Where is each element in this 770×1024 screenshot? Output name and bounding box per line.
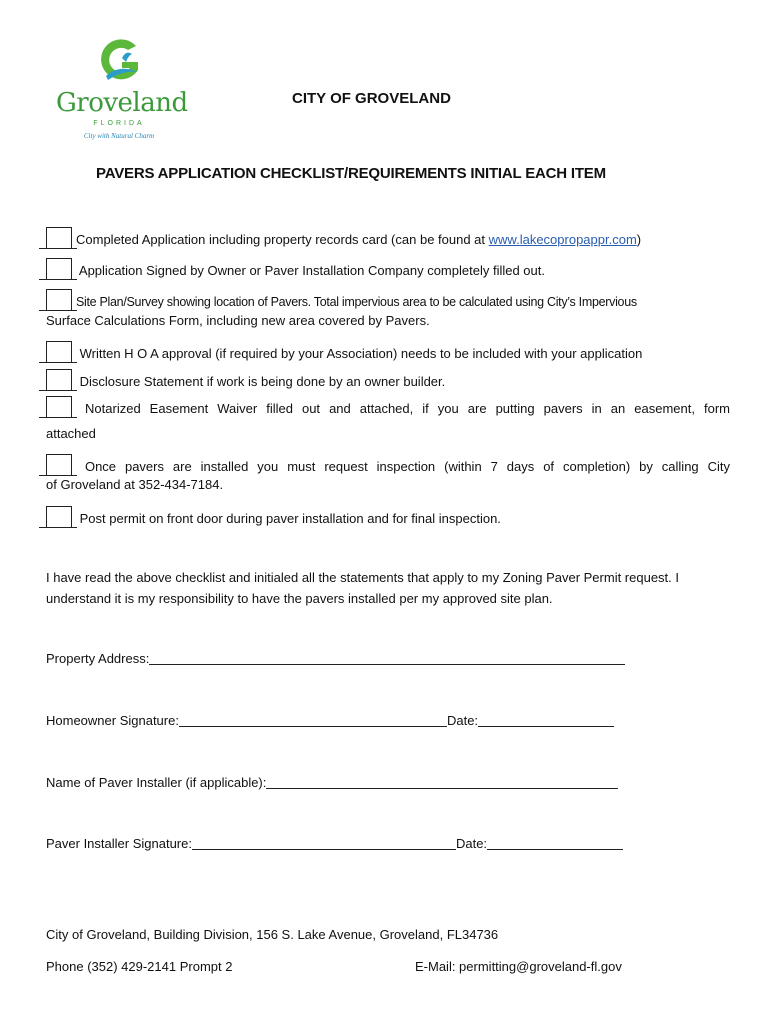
footer-address: City of Groveland, Building Division, 156 S. Lake Avenue, Groveland, FL34736 bbox=[46, 927, 499, 942]
item-text: Notarized Easement Waiver filled out and attached, if you are putting pavers in an easement, form bbox=[85, 401, 730, 416]
item-text: Once pavers are installed you must request inspection (within 7 days of completion) by calling City bbox=[84, 459, 730, 474]
checklist-item-disclosure bbox=[46, 369, 730, 392]
footer-email: E-Mail: permitting@groveland-fl.gov bbox=[415, 959, 622, 974]
property-address-label: Property Address: bbox=[46, 651, 150, 666]
checklist-item-inspection-cont: of Groveland at 352-434-7184. bbox=[46, 477, 224, 492]
initial-box[interactable] bbox=[46, 289, 72, 311]
homeowner-signature-row bbox=[46, 711, 614, 731]
initial-box[interactable] bbox=[46, 369, 72, 391]
installer-name-row bbox=[46, 773, 618, 793]
installer-name-field[interactable] bbox=[266, 775, 618, 789]
logo-wordmark: Groveland bbox=[56, 88, 188, 118]
checklist-item-easement bbox=[46, 396, 730, 419]
homeowner-date-field[interactable] bbox=[478, 713, 614, 727]
installer-signature-field[interactable] bbox=[192, 836, 456, 850]
acknowledgement-statement: I have read the above checklist and initialed all the statements that apply to my Zoning Paver Permit request. I understand it is my responsibility to have the pavers installed per my approved site plan. bbox=[46, 570, 680, 606]
homeowner-date-label: Date: bbox=[446, 713, 479, 728]
groveland-g-mark-icon bbox=[92, 36, 146, 90]
logo-state: FLORIDA bbox=[93, 120, 145, 127]
homeowner-signature-field[interactable] bbox=[179, 713, 447, 727]
initial-box[interactable] bbox=[46, 341, 72, 363]
logo-tagline: City with Natural Charm bbox=[83, 132, 155, 140]
checklist-item-post-permit bbox=[46, 506, 730, 529]
checklist-item-application bbox=[46, 227, 730, 250]
item-text: Application Signed by Owner or Paver Installation Company completely filled out. bbox=[78, 263, 545, 278]
installer-signature-row bbox=[46, 834, 623, 854]
installer-signature-label: Paver Installer Signature: bbox=[46, 836, 192, 851]
checklist-item-easement-cont: attached bbox=[46, 426, 96, 441]
city-title: CITY OF GROVELAND bbox=[292, 90, 451, 107]
item-text: Written H O A approval (if required by your Association) needs to be included with your application bbox=[79, 346, 643, 361]
property-address-field[interactable] bbox=[149, 651, 625, 665]
groveland-logo bbox=[56, 36, 186, 140]
checklist-item-hoa bbox=[46, 341, 730, 364]
item-text-end: ) bbox=[636, 232, 642, 247]
footer-phone: Phone (352) 429-2141 Prompt 2 bbox=[46, 959, 233, 974]
page-title: PAVERS APPLICATION CHECKLIST/REQUIREMENTS INITIAL EACH ITEM bbox=[96, 165, 606, 182]
installer-date-field[interactable] bbox=[487, 836, 623, 850]
initial-box[interactable] bbox=[46, 396, 72, 418]
installer-date-label: Date: bbox=[455, 836, 488, 851]
initial-box[interactable] bbox=[46, 506, 72, 528]
item-text: Disclosure Statement if work is being done by an owner builder. bbox=[79, 374, 446, 389]
item-text: Site Plan/Survey showing location of Pavers. Total impervious area to be calculated using City’s Impervious bbox=[76, 295, 637, 309]
homeowner-signature-label: Homeowner Signature: bbox=[46, 713, 179, 728]
item-text: Post permit on front door during paver installation and for final inspection. bbox=[79, 511, 501, 526]
property-address-row bbox=[46, 649, 625, 669]
initial-box[interactable] bbox=[46, 258, 72, 280]
item-text: Completed Application including property records card (can be found at bbox=[76, 232, 489, 247]
initial-box[interactable] bbox=[46, 227, 72, 249]
checklist-item-site-plan-cont: Surface Calculations Form, including new area covered by Pavers. bbox=[46, 313, 430, 328]
initial-box[interactable] bbox=[46, 454, 72, 476]
checklist-item-signed bbox=[46, 258, 730, 281]
property-appraiser-link[interactable]: www.lakecopropappr.com bbox=[488, 232, 637, 247]
installer-name-label: Name of Paver Installer (if applicable): bbox=[46, 775, 267, 790]
